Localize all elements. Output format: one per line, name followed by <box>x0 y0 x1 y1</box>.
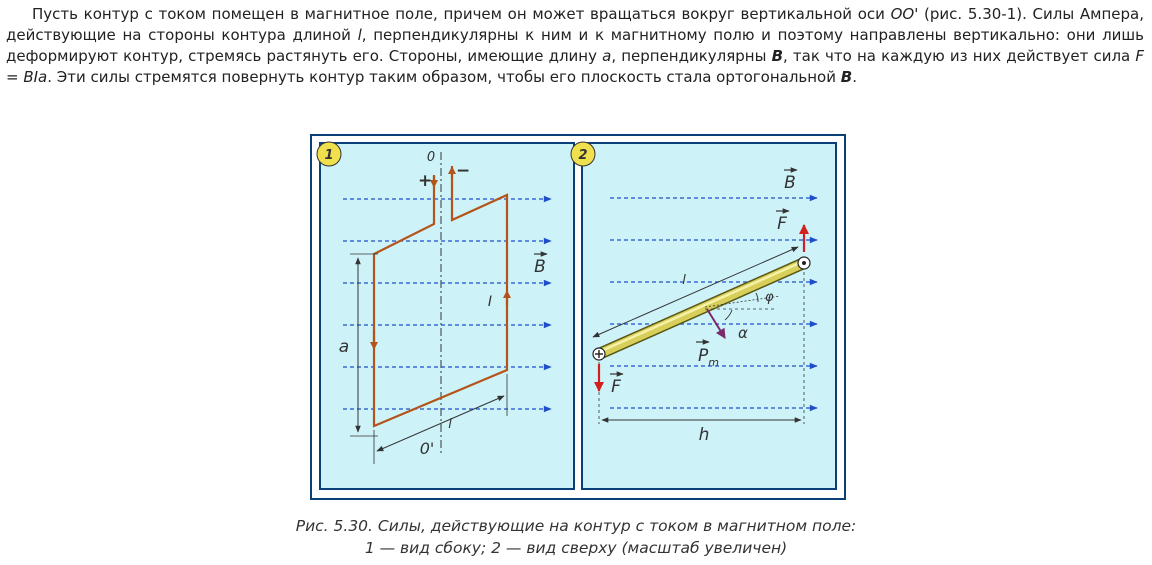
text-segment: , перпендикулярны <box>611 47 772 65</box>
length-l-label: l <box>448 417 452 432</box>
axis-top-label: 0 <box>426 150 436 165</box>
current-out-of-page-symbol <box>798 257 810 269</box>
text-segment: . Эти силы стремятся повернуть контур таким образом, чтобы его плоскость стала ортогональной <box>47 68 841 86</box>
panel-top-view <box>571 142 836 489</box>
force-bottom-label: F <box>611 377 621 397</box>
angle-alpha: α <box>738 324 748 342</box>
axis-symbol: OO' <box>890 5 919 23</box>
side-symbol: a <box>602 47 612 65</box>
plus-terminal: + <box>418 171 433 191</box>
projection-h-label: h <box>698 425 710 445</box>
text-segment: . <box>852 68 857 86</box>
text-segment: , перпендикулярны к ним и к магнитному полю и поэтому направлены вертикально: они лишь деформируют контур, стремясь растянуть его. Стороны, имеющие длину <box>6 26 1144 65</box>
minus-terminal: − <box>456 161 471 181</box>
figure-5-30 <box>310 134 846 500</box>
field-vector-label-2: B <box>784 173 796 193</box>
current-label: I <box>487 294 493 310</box>
panel-1-number: 1 <box>324 148 334 163</box>
panel-2-number: 2 <box>578 148 588 163</box>
force-top-label: F <box>777 214 787 234</box>
field-vector-label-1: B <box>534 257 546 277</box>
field-symbol: B <box>771 47 784 65</box>
body-paragraph <box>6 4 1144 88</box>
moment-label: $P_m$ <box>698 346 719 369</box>
current-into-page-symbol <box>593 348 605 360</box>
figure-caption-line-2: 1 — вид сбоку; 2 — вид сверху (масштаб увеличен) <box>364 539 788 557</box>
field-symbol: B <box>840 68 853 86</box>
figure-caption-line-1: Рис. 5.30. Силы, действующие на контур с током в магнитном поле: <box>295 517 857 535</box>
force-formula: F = BIa <box>6 47 1145 86</box>
dot-centre <box>802 261 806 265</box>
side-a-label: a <box>338 337 350 357</box>
length-l-label-2: l <box>682 273 686 288</box>
panel-side-view <box>317 142 574 489</box>
length-symbol: l <box>357 26 362 44</box>
text-segment: , так что на каждую из них действует сила <box>783 47 1136 65</box>
text-segment: (рис. 5.30-1). Силы Ампера, действующие на стороны контура длиной <box>6 5 1145 44</box>
angle-phi: φ <box>765 290 774 305</box>
axis-bottom-label: 0' <box>419 439 435 458</box>
text-segment: Пусть контур с током помещен в магнитное поле, причем он может вращаться вокруг вертикальной оси <box>32 5 891 23</box>
